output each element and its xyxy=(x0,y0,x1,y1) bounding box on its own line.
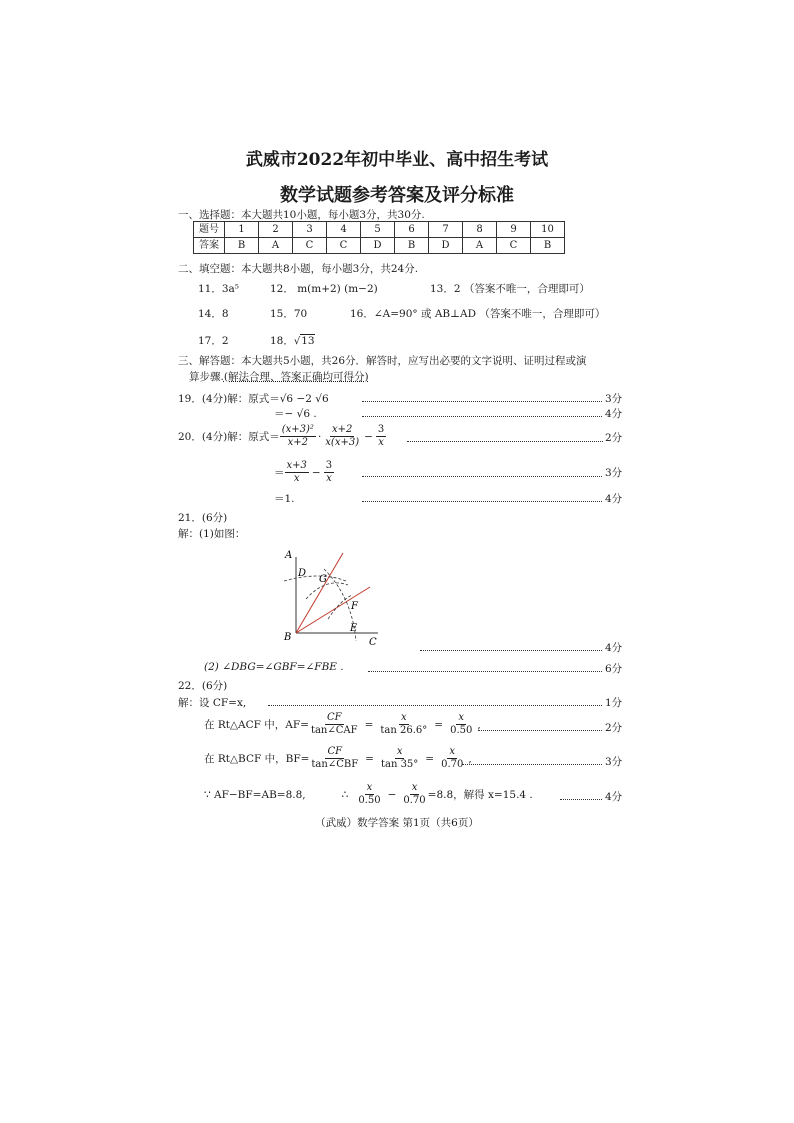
leader-dots xyxy=(420,650,602,651)
leader-dots xyxy=(462,764,602,765)
fraction: $\frac{x}{\tan 26.6^\circ}$ xyxy=(380,712,428,736)
table-cell: C xyxy=(293,238,327,254)
score: 4分 xyxy=(605,791,623,803)
score: 4分 xyxy=(605,493,623,505)
ray-bf xyxy=(296,587,370,633)
table-cell: 答案 xyxy=(194,238,225,254)
q21-solution: 解：(1)如图： xyxy=(178,528,246,540)
table-cell: 6 xyxy=(395,222,429,238)
table-cell: 题号 xyxy=(194,222,225,238)
q18-value: 13 xyxy=(301,335,315,347)
answer-table xyxy=(193,221,565,254)
label-a: A xyxy=(285,550,293,561)
fraction: $\frac{3}{x}$ xyxy=(377,424,385,448)
table-cell: B xyxy=(395,238,429,254)
fraction: $\frac{x}{0.50}$ xyxy=(358,782,381,806)
score: 3分 xyxy=(605,756,623,768)
q19-label: 19．(4分)解：原式＝√6 −2 √6 xyxy=(178,393,329,405)
section1-heading: 一、选择题：本大题共10小题，每小题3分，共30分. xyxy=(178,209,425,221)
table-cell: 5 xyxy=(361,222,395,238)
q22-solution: 解：设 CF=x, xyxy=(178,697,247,709)
section3-heading-cont: 算步骤.(解法合理、答案正确均可得分) xyxy=(189,371,369,383)
arc xyxy=(284,576,346,581)
answer-q17: 17．2 xyxy=(198,335,229,347)
table-row xyxy=(194,238,565,254)
score: 4分 xyxy=(605,408,623,420)
ray-bg xyxy=(296,553,343,633)
answer-q15: 15．70 xyxy=(270,308,308,320)
label-e: E xyxy=(350,623,358,634)
fraction: $\frac{CF}{\text{tan∠CBF}}$ xyxy=(311,746,359,770)
score: 4分 xyxy=(605,642,623,654)
answer-q14: 14．8 xyxy=(198,308,229,320)
label-f: F xyxy=(351,601,358,612)
leader-dots xyxy=(362,401,602,402)
q22-label: 22．(6分) xyxy=(178,680,228,692)
table-cell: 9 xyxy=(497,222,531,238)
leader-dots xyxy=(560,799,602,800)
table-cell: A xyxy=(463,238,497,254)
table-cell: 8 xyxy=(463,222,497,238)
answer-q16: 16．∠A=90° 或 AB⊥AD （答案不唯一，合理即可） xyxy=(350,308,606,320)
q20-line3: ＝1. xyxy=(274,493,295,505)
answer-q12: 12． m(m+2) (m−2) xyxy=(270,283,378,295)
q20-line2: ＝ $\frac{x+3}{x}$ − $\frac{3}{x}$ xyxy=(274,460,333,484)
score: 3分 xyxy=(605,467,623,479)
q18-label: 18． xyxy=(270,335,294,347)
label-d: D xyxy=(298,568,307,579)
leader-dots xyxy=(362,416,602,417)
leader-dots xyxy=(368,671,602,672)
page-footer: （武威）数学答案 第1页（共6页） xyxy=(315,817,479,829)
answer-q13: 13．2 （答案不唯一，合理即可） xyxy=(430,283,590,295)
answer-q18: 18．√13 xyxy=(270,335,315,347)
leader-dots xyxy=(407,441,603,442)
fraction: $\frac{x}{\tan 35^\circ}$ xyxy=(380,746,419,770)
table-cell: D xyxy=(429,238,463,254)
title-line-2: 数学试题参考答案及评分标准 xyxy=(280,185,514,206)
label-c: C xyxy=(369,637,377,648)
section2-heading: 二、填空题：本大题共8小题，每小题3分，共24分. xyxy=(178,263,419,275)
table-cell: 2 xyxy=(259,222,293,238)
fraction: $\frac{x+2}{x(x+3)}$ xyxy=(325,424,360,448)
fraction: $\frac{x+3}{x}$ xyxy=(286,460,307,484)
fraction: $\frac{x}{0.50}$ xyxy=(450,712,473,736)
fraction: $\frac{x}{0.70}$ xyxy=(403,782,426,806)
fraction: $\frac{\text{(x+3)²}}{x+2}$ xyxy=(281,424,314,448)
q22-line2: 在 Rt△ACF 中，AF= $\frac{CF}{\text{tan∠CAF}}$ = $\frac{x}{\tan 26.6^\circ}$ = $\frac{x}{0.50}$ , xyxy=(204,712,481,736)
table-cell: 1 xyxy=(225,222,259,238)
section3-heading: 三、解答题：本大题共5小题，共26分．解答时，应写出必要的文字说明、证明过程或演 xyxy=(178,355,587,367)
table-cell: B xyxy=(531,238,565,254)
table-cell: B xyxy=(225,238,259,254)
q20-line1: 20．(4分)解：原式＝ $\frac{\text{(x+3)²}}{x+2}$ · $\frac{x+2}{x(x+3)}$ − $\frac{3}{x}$ xyxy=(178,424,385,448)
q19-line2: ＝− √6 . xyxy=(274,408,317,420)
score: 3分 xyxy=(605,393,623,405)
score: 6分 xyxy=(605,663,623,675)
label-g: G xyxy=(319,574,327,585)
q22-line4: ∵ AF−BF=AB=8.8, ∴ $\frac{x}{0.50}$ − $\frac{x}{0.70}$ =8.8，解得 x=15.4 . xyxy=(204,782,533,806)
table-cell: 10 xyxy=(531,222,565,238)
score: 2分 xyxy=(605,432,623,444)
construction-figure xyxy=(280,545,390,650)
table-cell: C xyxy=(327,238,361,254)
fraction: $\frac{x}{0.70}$ xyxy=(441,746,464,770)
leader-dots xyxy=(362,476,602,477)
fraction: $\frac{3}{x}$ xyxy=(325,460,333,484)
q22-line3: 在 Rt△BCF 中，BF= $\frac{CF}{\text{tan∠CBF}}$ = $\frac{x}{\tan 35^\circ}$ = $\frac{x}{0.70}$ , xyxy=(204,746,472,770)
table-cell: 4 xyxy=(327,222,361,238)
arc xyxy=(306,583,348,599)
fraction: $\frac{CF}{\text{tan∠CAF}}$ xyxy=(310,712,358,736)
q21-part2: (2) ∠DBG=∠GBF=∠FBE . xyxy=(204,661,344,673)
label-b: B xyxy=(284,632,292,643)
table-cell: D xyxy=(361,238,395,254)
table-row xyxy=(194,222,565,238)
score: 2分 xyxy=(605,722,623,734)
table-cell: 3 xyxy=(293,222,327,238)
leader-dots xyxy=(268,705,602,706)
table-cell: 7 xyxy=(429,222,463,238)
title-line-1: 武威市2022年初中毕业、高中招生考试 xyxy=(245,150,549,170)
table-cell: C xyxy=(497,238,531,254)
leader-dots xyxy=(478,730,602,731)
score: 1分 xyxy=(605,697,623,709)
leader-dots xyxy=(362,501,602,502)
answer-q11: 11．3a⁵ xyxy=(198,283,240,295)
q21-label: 21．(6分) xyxy=(178,512,228,524)
table-cell: A xyxy=(259,238,293,254)
